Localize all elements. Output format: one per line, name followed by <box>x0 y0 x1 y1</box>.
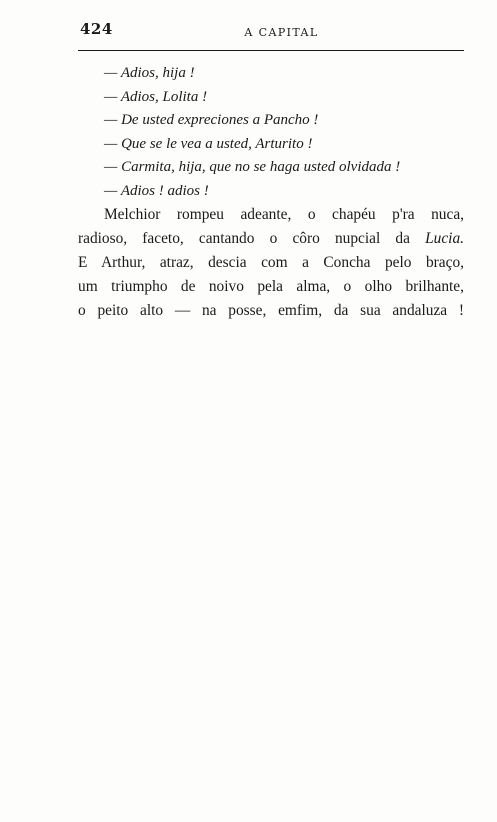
paragraph-line: um triumpho de noivo pela alma, o olho brilhante, <box>78 278 464 295</box>
dialog-line: — Carmita, hija, que no se haga usted olvidada ! <box>104 159 401 175</box>
dialog-line: — Adios, hija ! <box>104 65 195 81</box>
paragraph-line: o peito alto — na posse, emfim, da sua andaluza ! <box>78 302 464 319</box>
dialog-line: — Adios ! adios ! <box>104 182 209 199</box>
page-header <box>80 20 463 50</box>
header-rule <box>78 50 464 51</box>
paragraph-line: E Arthur, atraz, descia com a Concha pelo braço, <box>78 254 464 271</box>
paragraph-text: radioso, faceto, cantando o côro nupcial da <box>78 230 426 247</box>
narrative-paragraph <box>78 203 464 323</box>
body-text <box>78 62 464 323</box>
dialog-line: — De usted expreciones a Pancho ! <box>104 112 319 128</box>
dialog-line: — Adios, Lolita ! <box>104 88 208 105</box>
page-number: 424 <box>80 20 113 38</box>
dialog-line: — Que se le vea a usted, Arturito ! <box>104 135 313 152</box>
opera-title: Lucia. <box>425 230 464 247</box>
paragraph-line: Melchior rompeu adeante, o chapéu p'ra nuca, <box>104 206 464 223</box>
paragraph-line <box>78 227 464 251</box>
running-title: A CAPITAL <box>244 26 319 39</box>
